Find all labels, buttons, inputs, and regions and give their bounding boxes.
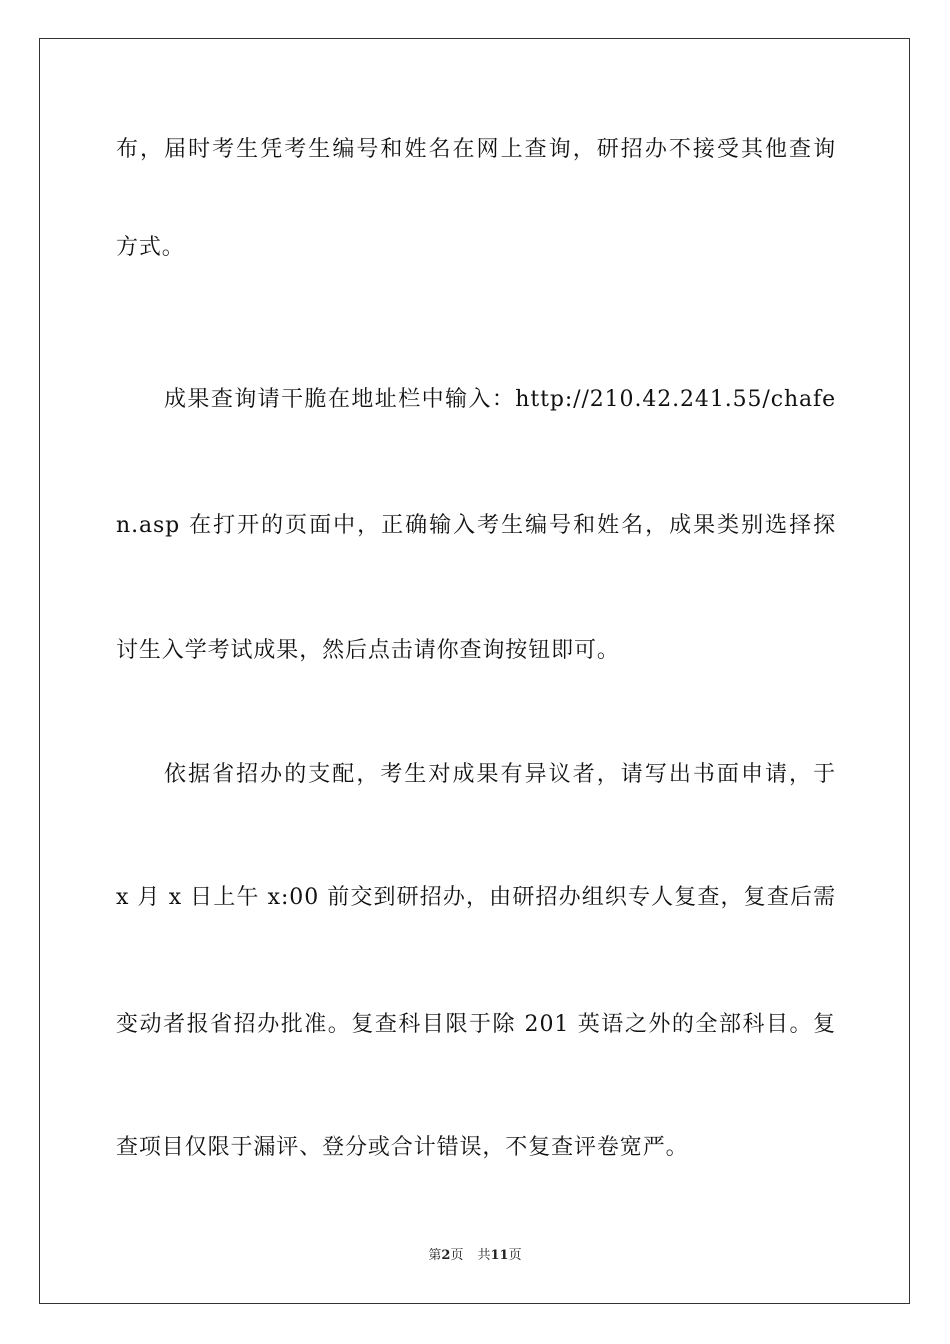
body-line-3: 成果查询请干脆在地址栏中输入：http://210.42.241.55/chafe <box>164 387 836 412</box>
page-footer <box>0 1247 950 1265</box>
footer-page-prefix: 第 <box>428 1248 442 1263</box>
body-line-2: 方式。 <box>116 235 185 260</box>
body-line-6: 依据省招办的支配，考生对成果有异议者，请写出书面申请，于 <box>164 762 836 787</box>
body-line-9: 查项目仅限于漏评、登分或合计错误，不复查评卷宽严。 <box>116 1135 689 1160</box>
page-frame <box>39 38 910 1304</box>
footer-total-prefix: 共 <box>477 1248 491 1263</box>
body-line-4: n.asp 在打开的页面中，正确输入考生编号和姓名，成果类别选择探 <box>116 513 836 538</box>
body-line-7: x 月 x 日上午 x:00 前交到研招办，由研招办组织专人复查，复查后需 <box>116 885 836 910</box>
body-line-8: 变动者报省招办批准。复查科目限于除 201 英语之外的全部科目。复 <box>116 1012 836 1037</box>
body-line-1: 布，届时考生凭考生编号和姓名在网上查询，研招办不接受其他查询 <box>116 137 836 162</box>
footer-total-pages: 11 <box>490 1248 509 1263</box>
body-line-5: 讨生入学考试成果，然后点击请你查询按钮即可。 <box>116 638 620 663</box>
footer-page-suffix: 页 <box>450 1248 464 1263</box>
footer-page-number: 2 <box>441 1248 451 1263</box>
footer-total-suffix: 页 <box>508 1248 522 1263</box>
